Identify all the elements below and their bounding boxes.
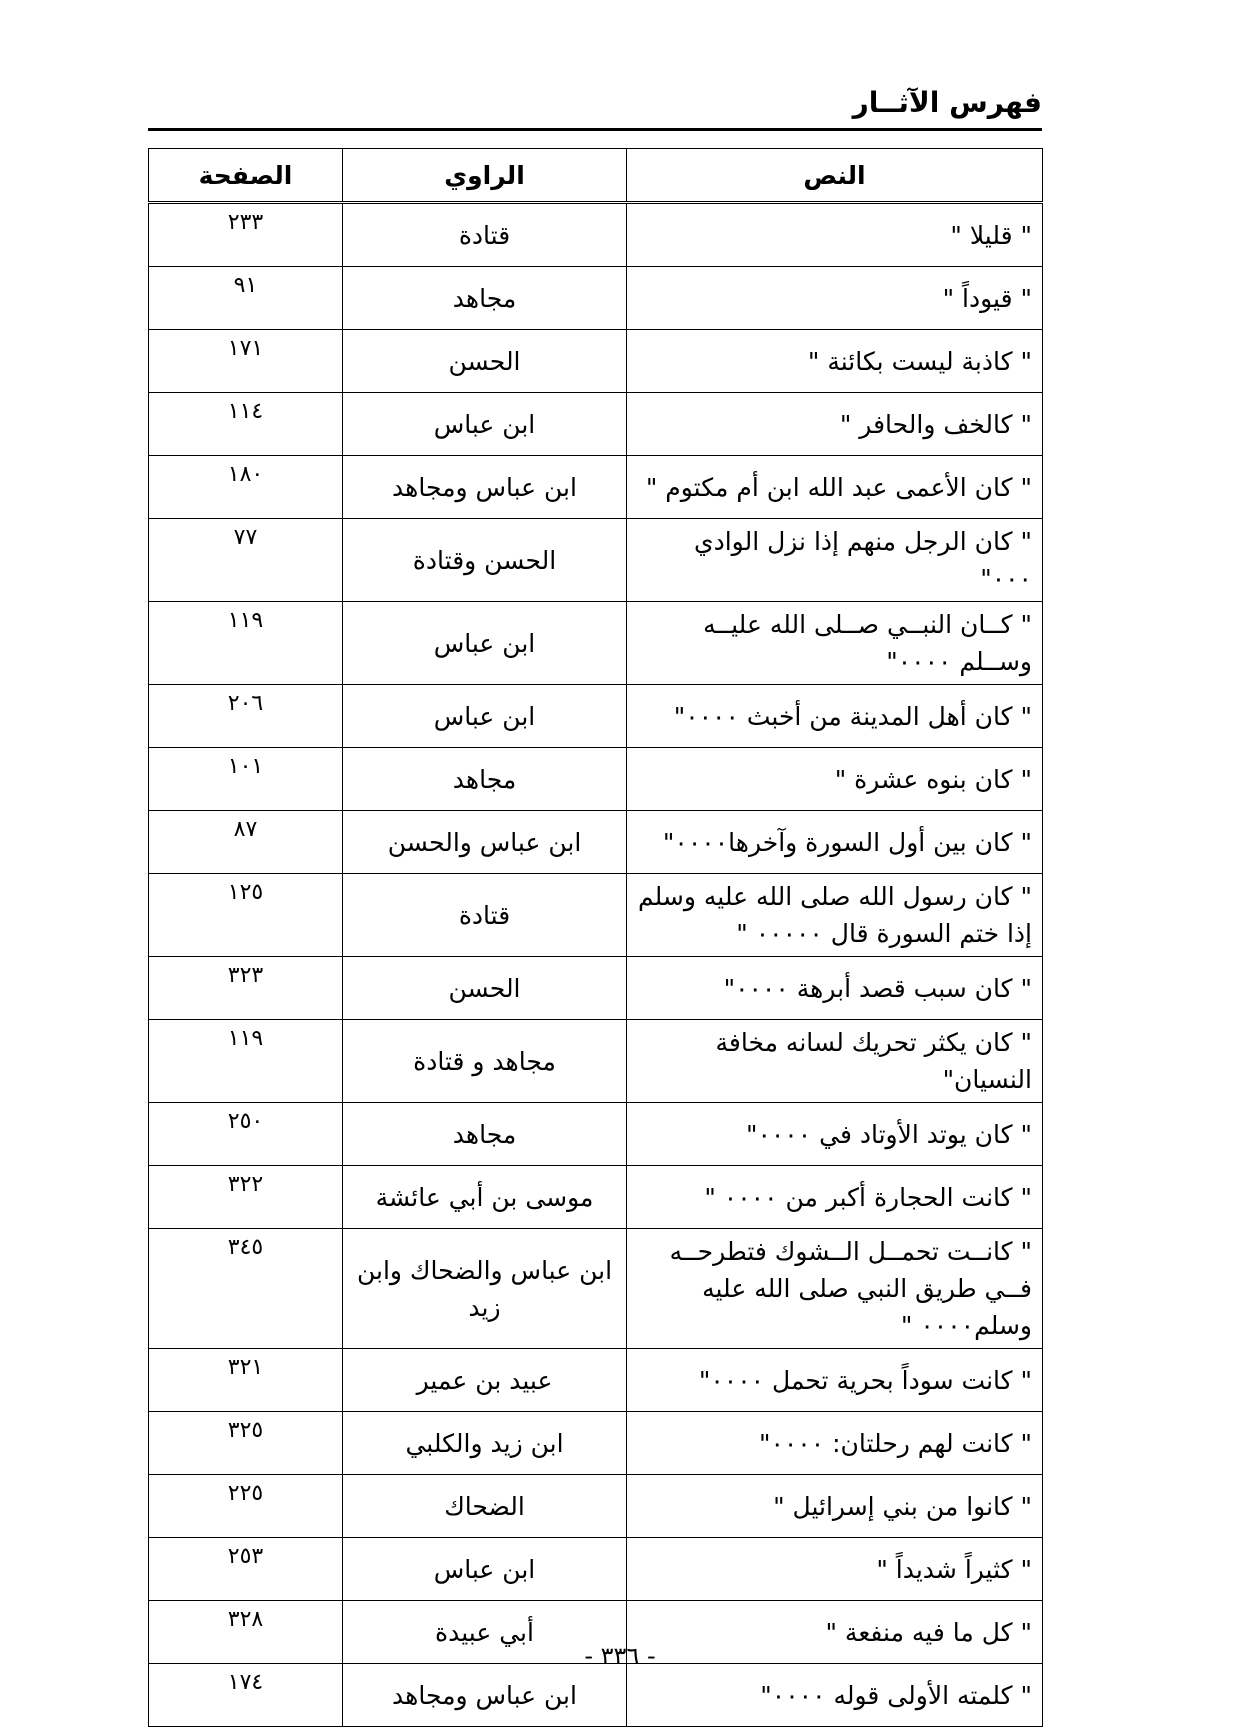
cell-page: ٩١: [149, 267, 343, 330]
cell-narrator: ابن عباس والحسن: [343, 811, 627, 874]
cell-narrator: مجاهد و قتادة: [343, 1020, 627, 1103]
table-row: [149, 1166, 1043, 1229]
table-row: [149, 748, 1043, 811]
cell-text: " كانت سوداً بحرية تحمل ٠٠٠٠": [627, 1349, 1043, 1412]
cell-narrator: الضحاك: [343, 1475, 627, 1538]
table-header-row: [149, 149, 1043, 203]
cell-page: ٣٢٣: [149, 957, 343, 1020]
cell-narrator: الحسن: [343, 957, 627, 1020]
cell-text: " كانوا من بني إسرائيل ": [627, 1475, 1043, 1538]
table-row: [149, 330, 1043, 393]
cell-page: ١٧٤: [149, 1664, 343, 1727]
cell-narrator: عبيد بن عمير: [343, 1349, 627, 1412]
table-row: [149, 267, 1043, 330]
table-row: [149, 203, 1043, 267]
cell-text: " كانت لهم رحلتان: ٠٠٠٠": [627, 1412, 1043, 1475]
table-row: [149, 1412, 1043, 1475]
cell-text: " كل ما فيه منفعة ": [627, 1601, 1043, 1664]
cell-narrator: مجاهد: [343, 748, 627, 811]
cell-page: ٧٧: [149, 519, 343, 602]
table-row: [149, 685, 1043, 748]
cell-text: " كانــت تحمــل الــشوك فتطرحــه فــي طريق النبي صلى الله عليه وسلم٠٠٠٠ ": [627, 1229, 1043, 1349]
cell-text: " كان بين أول السورة وآخرها٠٠٠٠": [627, 811, 1043, 874]
table-row: [149, 1664, 1043, 1727]
page-title: فهرس الآثــار: [852, 86, 1042, 119]
cell-text: " كثيراً شديداً ": [627, 1538, 1043, 1601]
cell-text: " قيوداً ": [627, 267, 1043, 330]
cell-text: " كان سبب قصد أبرهة ٠٠٠٠": [627, 957, 1043, 1020]
table-row: [149, 957, 1043, 1020]
cell-page: ٢٠٦: [149, 685, 343, 748]
page-header: [148, 86, 1042, 126]
cell-narrator: ابن عباس ومجاهد: [343, 1664, 627, 1727]
cell-page: ١٢٥: [149, 874, 343, 957]
cell-text: " كان يوتد الأوتاد في ٠٠٠٠": [627, 1103, 1043, 1166]
table-row: [149, 1103, 1043, 1166]
cell-narrator: مجاهد: [343, 267, 627, 330]
table-row: [149, 519, 1043, 602]
cell-page: ٢٣٣: [149, 203, 343, 267]
cell-text: " كاذبة ليست بكائنة ": [627, 330, 1043, 393]
cell-narrator: ابن عباس ومجاهد: [343, 456, 627, 519]
cell-page: ٣٢٨: [149, 1601, 343, 1664]
cell-page: ١١٤: [149, 393, 343, 456]
cell-page: ٣٢١: [149, 1349, 343, 1412]
header-rule: [148, 128, 1042, 131]
column-header-text: النص: [627, 149, 1043, 203]
cell-narrator: ابن عباس: [343, 685, 627, 748]
index-table: [148, 148, 1043, 1727]
cell-text: " كان رسول الله صلى الله عليه وسلم إذا ختم السورة قال ٠٠٠٠٠ ": [627, 874, 1043, 957]
cell-page: ٣٢٥: [149, 1412, 343, 1475]
cell-text: " كانت الحجارة أكبر من ٠٠٠٠ ": [627, 1166, 1043, 1229]
table-row: [149, 811, 1043, 874]
page-number: - ٣٣٦ -: [584, 1642, 656, 1670]
table-row: [149, 1538, 1043, 1601]
cell-narrator: قتادة: [343, 874, 627, 957]
cell-page: ١١٩: [149, 602, 343, 685]
column-header-page: الصفحة: [149, 149, 343, 203]
cell-text: " كان بنوه عشرة ": [627, 748, 1043, 811]
cell-narrator: قتادة: [343, 203, 627, 267]
table-row: [149, 456, 1043, 519]
table-row: [149, 874, 1043, 957]
cell-narrator: ابن عباس: [343, 393, 627, 456]
cell-text: " قليلا ": [627, 203, 1043, 267]
cell-page: ٨٧: [149, 811, 343, 874]
cell-narrator: الحسن: [343, 330, 627, 393]
cell-text: " كلمته الأولى قوله ٠٠٠٠": [627, 1664, 1043, 1727]
cell-page: ٢٥٣: [149, 1538, 343, 1601]
cell-narrator: ابن عباس: [343, 602, 627, 685]
table-row: [149, 602, 1043, 685]
table-row: [149, 1020, 1043, 1103]
cell-narrator: ابن عباس والضحاك وابن زيد: [343, 1229, 627, 1349]
cell-text: " كالخف والحافر ": [627, 393, 1043, 456]
cell-page: ٣٤٥: [149, 1229, 343, 1349]
cell-page: ٢٥٠: [149, 1103, 343, 1166]
cell-page: ٢٢٥: [149, 1475, 343, 1538]
cell-page: ١١٩: [149, 1020, 343, 1103]
cell-text: " كان أهل المدينة من أخبث ٠٠٠٠": [627, 685, 1043, 748]
cell-text: " كــان النبــي صــلى الله عليــه وســلم ٠٠٠٠": [627, 602, 1043, 685]
cell-page: ٣٢٢: [149, 1166, 343, 1229]
cell-page: ١٧١: [149, 330, 343, 393]
cell-text: " كان يكثر تحريك لسانه مخافة النسيان": [627, 1020, 1043, 1103]
column-header-narrator: الراوي: [343, 149, 627, 203]
cell-narrator: ابن زيد والكلبي: [343, 1412, 627, 1475]
cell-page: ١٨٠: [149, 456, 343, 519]
cell-narrator: مجاهد: [343, 1103, 627, 1166]
cell-narrator: موسى بن أبي عائشة: [343, 1166, 627, 1229]
cell-text: " كان الأعمى عبد الله ابن أم مكتوم ": [627, 456, 1043, 519]
table-row: [149, 1229, 1043, 1349]
table-row: [149, 1349, 1043, 1412]
cell-text: " كان الرجل منهم إذا نزل الوادي ٠٠٠": [627, 519, 1043, 602]
table-row: [149, 393, 1043, 456]
table-row: [149, 1475, 1043, 1538]
cell-narrator: أبي عبيدة: [343, 1601, 627, 1664]
cell-narrator: الحسن وقتادة: [343, 519, 627, 602]
cell-narrator: ابن عباس: [343, 1538, 627, 1601]
cell-page: ١٠١: [149, 748, 343, 811]
